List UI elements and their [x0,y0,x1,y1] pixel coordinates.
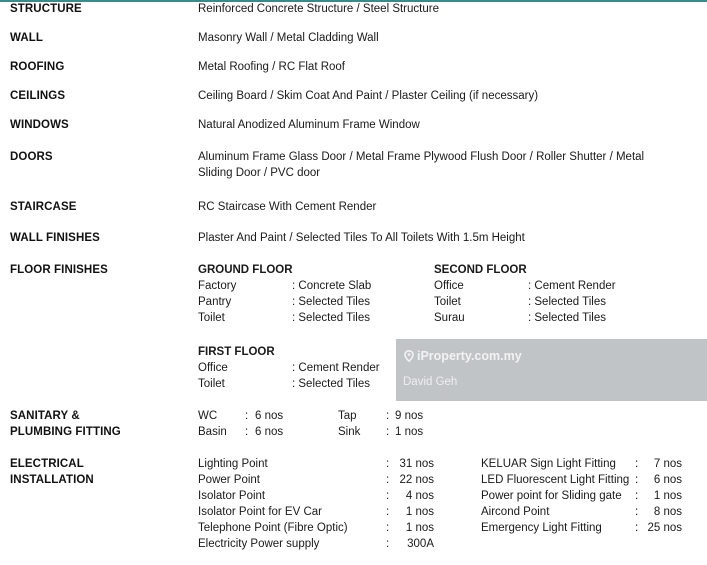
electrical-item-sep: : [386,490,390,502]
sanitary-item-name: WC [198,410,218,422]
sanitary-item-qty: 1 nos [395,426,424,438]
electrical-item-sep: : [635,490,639,502]
second-floor-finish: : Selected Tiles [528,312,606,324]
value-staircase: RC Staircase With Cement Render [198,201,377,213]
electrical-item-sep: : [386,538,390,550]
electrical-item-qty: 7 nos [653,458,682,470]
value-roofing: Metal Roofing / RC Flat Roof [198,61,346,73]
ground-floor-finish: : Concrete Slab [292,280,372,292]
label-roofing: ROOFING [10,61,65,73]
label-ceilings: CEILINGS [10,90,66,102]
electrical-item-name: Isolator Point [198,490,266,502]
ground-floor-title: GROUND FLOOR [198,264,293,276]
electrical-item-sep: : [386,474,390,486]
label-sanitary-line2: PLUMBING FITTING [10,426,121,438]
first-floor-area: Toilet [198,378,225,390]
second-floor-area: Surau [434,312,465,324]
sanitary-item-sep: : [245,426,249,438]
electrical-item-sep: : [635,522,639,534]
electrical-item-sep: : [386,506,390,518]
electrical-item-qty: 1 nos [653,490,682,502]
electrical-item-name: Aircond Point [481,506,550,518]
label-wall-finishes: WALL FINISHES [10,232,100,244]
label-electrical-line2: INSTALLATION [10,474,94,486]
electrical-item-qty: 8 nos [653,506,682,518]
label-wall: WALL [10,32,43,44]
first-floor-finish: : Selected Tiles [292,378,370,390]
sanitary-item-name: Tap [338,410,357,422]
electrical-item-qty: 1 nos [405,506,434,518]
electrical-item-name: Isolator Point for EV Car [198,506,322,518]
ground-floor-area: Factory [198,280,237,292]
value-doors-line2: Sliding Door / PVC door [198,167,321,179]
second-floor-finish: : Cement Render [528,280,616,292]
label-staircase: STAIRCASE [10,201,77,213]
electrical-item-name: Lighting Point [198,458,268,470]
sanitary-item-qty: 9 nos [395,410,424,422]
ground-floor-area: Toilet [198,312,225,324]
electrical-item-name: KELUAR Sign Light Fitting [481,458,616,470]
electrical-item-qty: 300A [407,538,434,550]
label-electrical-line1: ELECTRICAL [10,458,84,470]
second-floor-finish: : Selected Tiles [528,296,606,308]
second-floor-area: Office [434,280,464,292]
label-doors: DOORS [10,151,53,163]
sanitary-item-name: Basin [198,426,227,438]
electrical-item-name: Power point for Sliding gate [481,490,622,502]
watermark-agent-name: David Geh [403,376,458,388]
first-floor-finish: : Cement Render [292,362,380,374]
ground-floor-area: Pantry [198,296,232,308]
electrical-item-sep: : [386,458,390,470]
electrical-item-qty: 4 nos [405,490,434,502]
electrical-item-name: Emergency Light Fitting [481,522,602,534]
label-structure: STRUCTURE [10,3,82,15]
label-floor-finishes: FLOOR FINISHES [10,264,108,276]
electrical-item-sep: : [635,506,639,518]
electrical-item-qty: 31 nos [399,458,434,470]
electrical-item-sep: : [386,522,390,534]
second-floor-title: SECOND FLOOR [434,264,527,276]
sanitary-item-sep: : [245,410,249,422]
electrical-item-name: LED Fluorescent Light Fitting [481,474,630,486]
second-floor-area: Toilet [434,296,461,308]
electrical-item-sep: : [635,458,639,470]
value-wall-finishes: Plaster And Paint / Selected Tiles To All Toilets With 1.5m Height [198,232,525,244]
location-pin-icon [404,350,414,362]
electrical-item-qty: 1 nos [405,522,434,534]
ground-floor-finish: : Selected Tiles [292,312,370,324]
first-floor-area: Office [198,362,228,374]
electrical-item-name: Telephone Point (Fibre Optic) [198,522,348,534]
value-structure: Reinforced Concrete Structure / Steel Structure [198,3,439,15]
electrical-item-name: Power Point [198,474,261,486]
value-windows: Natural Anodized Aluminum Frame Window [198,119,420,131]
sanitary-item-sep: : [386,410,390,422]
watermark-brand [404,348,522,364]
sanitary-item-name: Sink [338,426,361,438]
sanitary-item-sep: : [386,426,390,438]
electrical-item-qty: 22 nos [399,474,434,486]
sanitary-item-qty: 6 nos [255,426,284,438]
electrical-item-name: Electricity Power supply [198,538,320,550]
label-sanitary-line1: SANITARY & [10,410,80,422]
label-windows: WINDOWS [10,119,69,131]
electrical-item-qty: 25 nos [647,522,682,534]
value-wall: Masonry Wall / Metal Cladding Wall [198,32,379,44]
sanitary-item-qty: 6 nos [255,410,284,422]
first-floor-title: FIRST FLOOR [198,346,275,358]
value-ceilings: Ceiling Board / Skim Coat And Paint / Plaster Ceiling (if necessary) [198,90,539,102]
electrical-item-sep: : [635,474,639,486]
ground-floor-finish: : Selected Tiles [292,296,370,308]
electrical-item-qty: 6 nos [653,474,682,486]
value-doors-line1: Aluminum Frame Glass Door / Metal Frame Plywood Flush Door / Roller Shutter / Metal [198,151,645,163]
iproperty-watermark [396,339,707,401]
watermark-brand-text: iProperty.com.my [417,349,522,363]
